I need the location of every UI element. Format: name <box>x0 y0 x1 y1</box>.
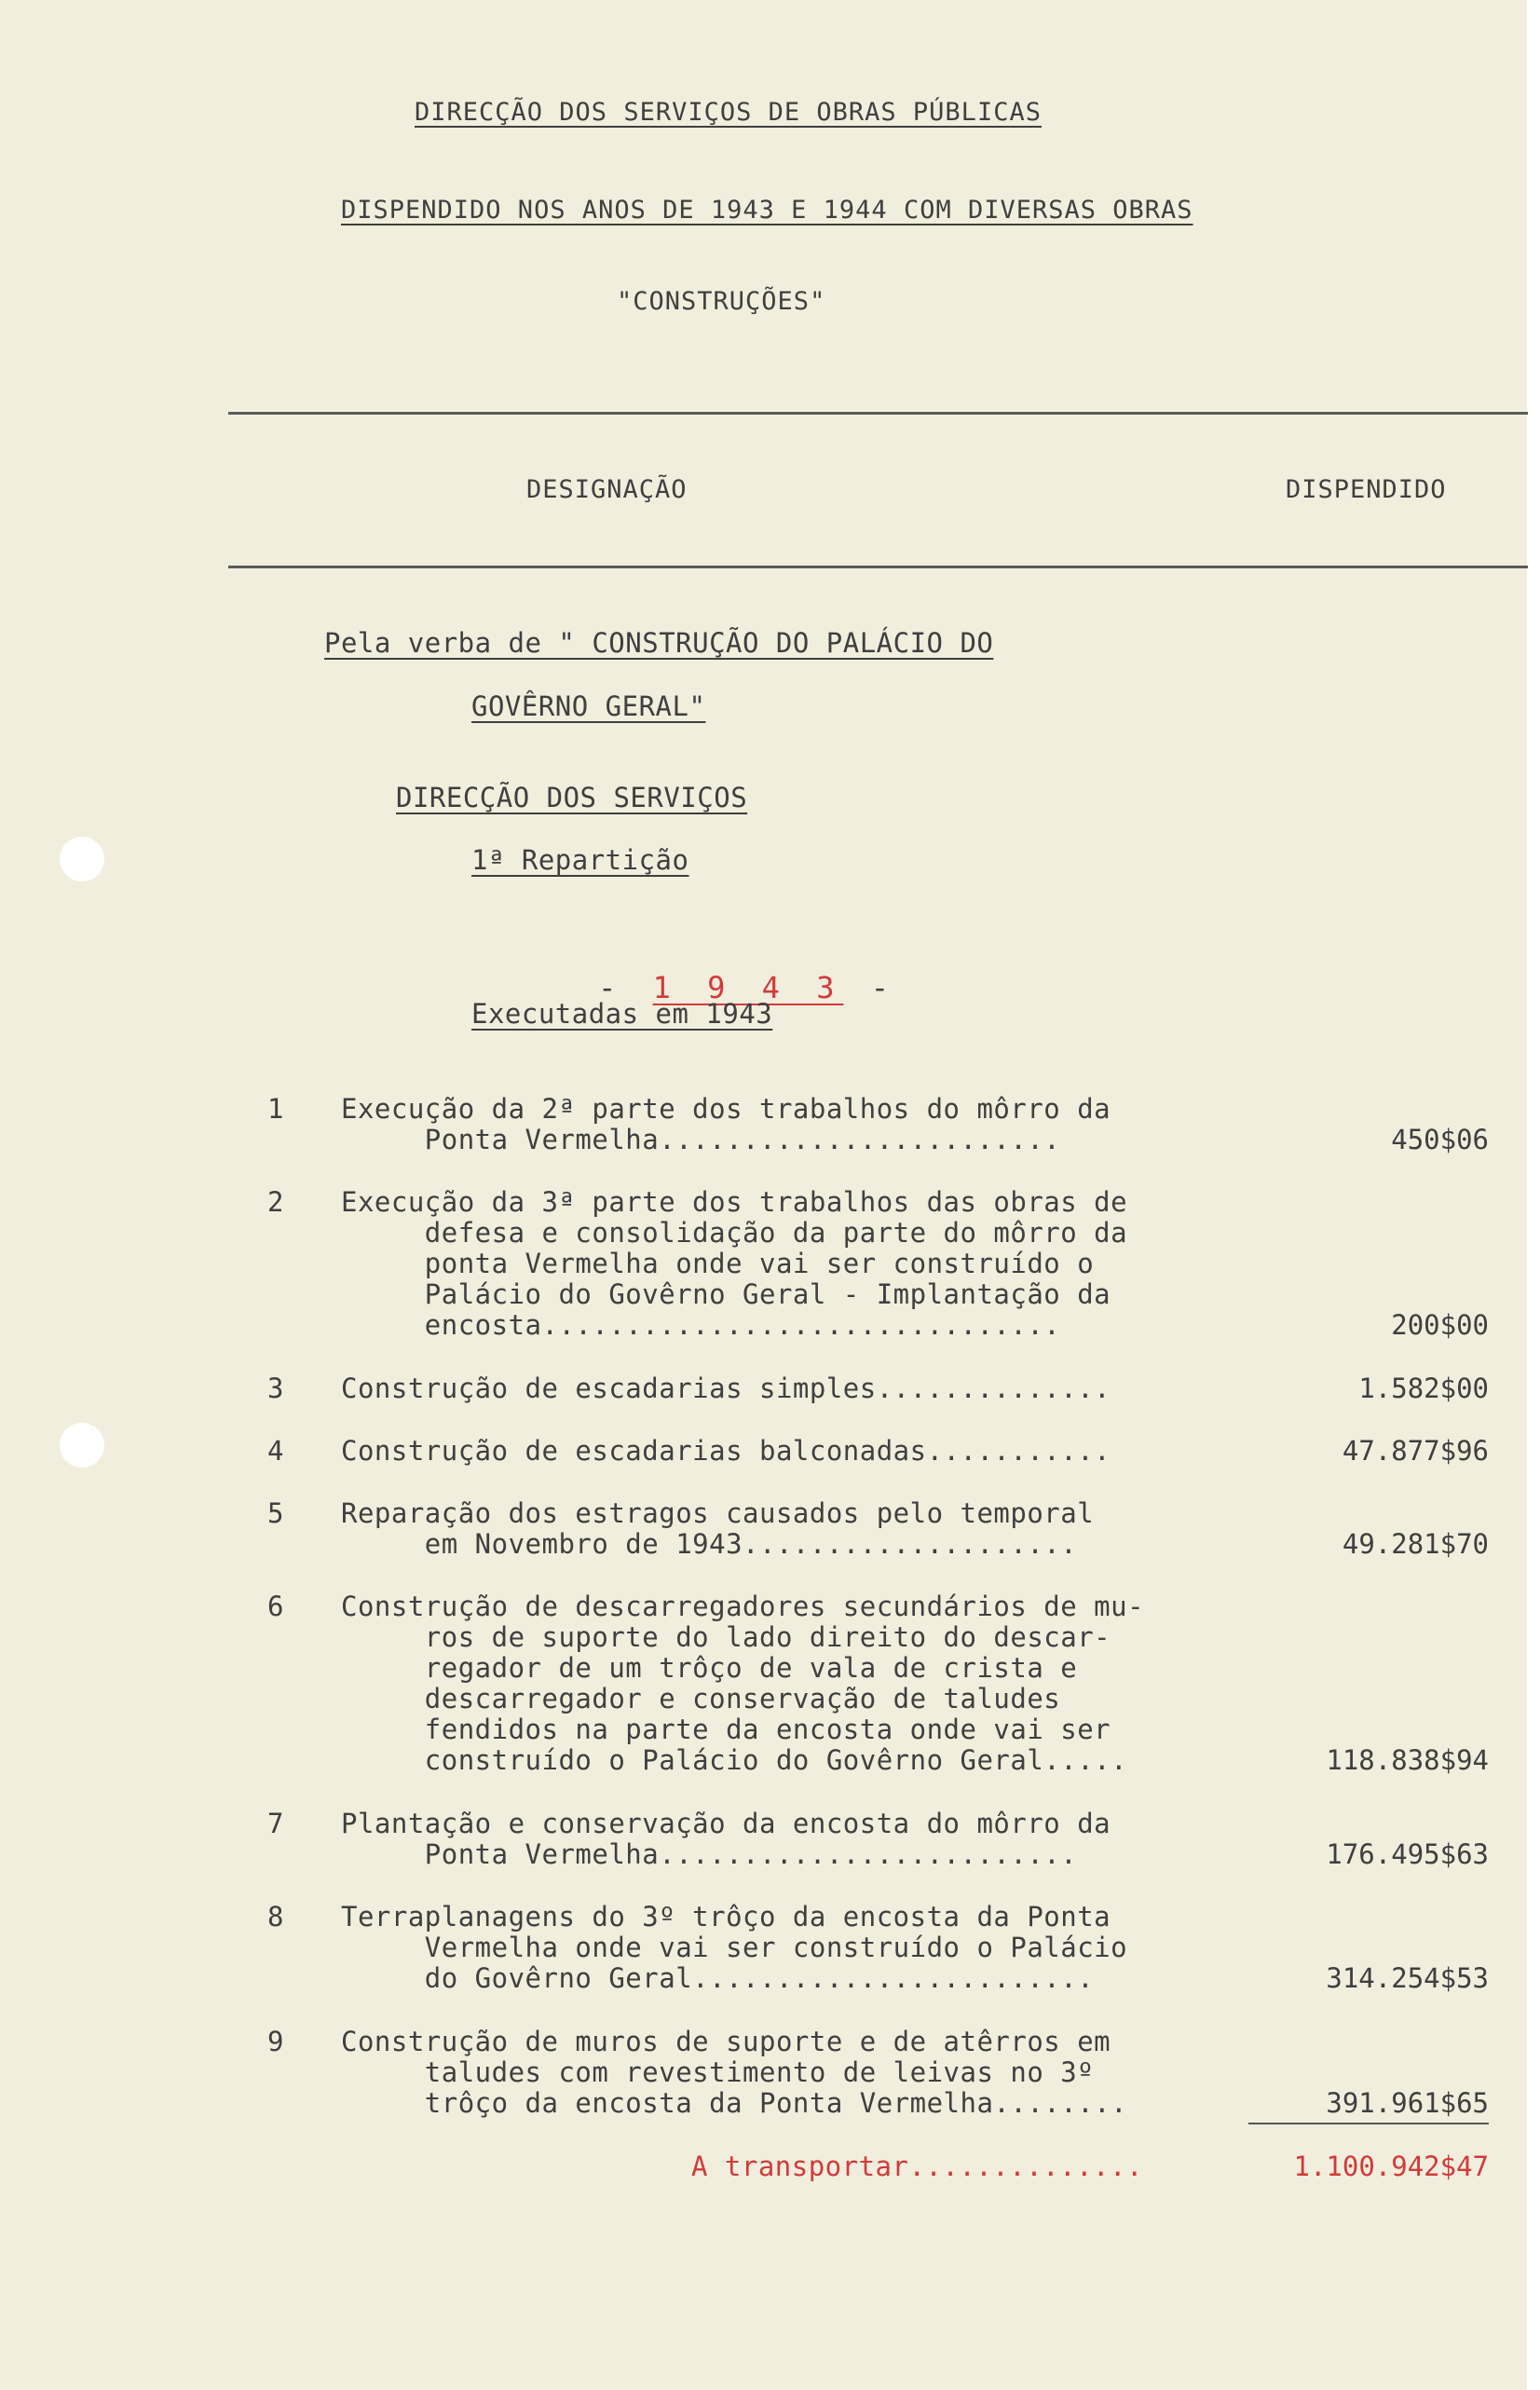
header-rule-top <box>228 412 1528 415</box>
item-number: 4 <box>267 1435 284 1467</box>
item-text-line: Construção de muros de suporte e de atêrros em <box>341 2026 1111 2057</box>
item-text-line: Palácio do Govêrno Geral - Implantação da <box>341 1278 1111 1310</box>
item-text-line: Ponta Vermelha........................ <box>341 1124 1061 1155</box>
category-label: "CONSTRUÇÕES" <box>617 287 826 316</box>
item-text-line: regador de um trôço de vala de crista e <box>341 1652 1078 1684</box>
item-text-line: Construção de escadarias simples.............. <box>341 1373 1111 1404</box>
carry-forward-label: A transportar.............. <box>691 2151 1143 2182</box>
item-text-line: descarregador e conservação de taludes <box>341 1683 1061 1714</box>
item-amount: 314.254$53 <box>1326 1962 1489 1994</box>
item-text-line: em Novembro de 1943.................... <box>341 1528 1078 1560</box>
item-text-line: Terraplanagens do 3º trôço da encosta da Ponta <box>341 1901 1111 1932</box>
item-text-line: ros de suporte do lado direito do descar- <box>341 1621 1111 1653</box>
item-text-line: trôço da encosta da Ponta Vermelha........ <box>341 2087 1128 2119</box>
item-number: 3 <box>267 1373 284 1404</box>
carry-forward-amount: 1.100.942$47 <box>1293 2151 1489 2182</box>
column-header-spent: DISPENDIDO <box>1286 475 1447 504</box>
item-number: 6 <box>267 1591 284 1622</box>
item-amount: 1.582$00 <box>1358 1373 1489 1404</box>
item-text-line: Construção de descarregadores secundários de mu- <box>341 1591 1145 1622</box>
year-value: 1 9 4 3 <box>652 970 844 1005</box>
subtotal-rule <box>1248 2123 1489 2124</box>
item-text-line: fendidos na parte da encosta onde vai ser <box>341 1714 1111 1745</box>
document-title: DIRECÇÃO DOS SERVIÇOS DE OBRAS PÚBLICAS <box>415 98 1042 127</box>
item-text-line: Vermelha onde vai ser construído o Palácio <box>341 1932 1128 1963</box>
item-text-line: ponta Vermelha onde vai ser construído o <box>341 1248 1095 1279</box>
item-number: 8 <box>267 1901 284 1932</box>
item-number: 9 <box>267 2026 284 2057</box>
executed-heading: Executadas em 1943 <box>471 998 773 1030</box>
item-text-line: defesa e consolidação da parte do môrro da <box>341 1217 1128 1249</box>
item-number: 5 <box>267 1497 284 1529</box>
header-rule-bottom <box>228 566 1528 568</box>
item-amount: 391.961$65 <box>1326 2087 1489 2119</box>
item-amount: 49.281$70 <box>1342 1528 1489 1560</box>
item-text-line: encosta............................... <box>341 1309 1061 1341</box>
item-text-line: construído o Palácio do Govêrno Geral..... <box>341 1744 1128 1776</box>
item-number: 1 <box>267 1093 284 1125</box>
item-amount: 450$06 <box>1391 1124 1489 1155</box>
item-amount: 118.838$94 <box>1326 1744 1489 1776</box>
item-number: 2 <box>267 1186 284 1218</box>
column-header-designation: DESIGNAÇÃO <box>526 475 688 504</box>
directorate-heading: DIRECÇÃO DOS SERVIÇOS <box>396 782 748 813</box>
department-heading: 1ª Repartição <box>471 844 689 876</box>
item-text-line: Plantação e conservação da encosta do môrro da <box>341 1808 1111 1839</box>
budget-line-2: GOVÊRNO GERAL" <box>471 690 706 722</box>
page-edge <box>1527 0 1540 2390</box>
punch-hole-bottom <box>60 1423 104 1468</box>
item-text-line: do Govêrno Geral........................ <box>341 1962 1095 1994</box>
item-amount: 47.877$96 <box>1342 1435 1489 1467</box>
item-text-line: taludes com revestimento de leivas no 3º <box>341 2056 1095 2088</box>
item-amount: 176.495$63 <box>1326 1838 1489 1870</box>
budget-line-1: Pela verba de " CONSTRUÇÃO DO PALÁCIO DO <box>324 627 994 659</box>
item-text-line: Reparação dos estragos causados pelo temporal <box>341 1497 1095 1529</box>
item-number: 7 <box>267 1808 284 1839</box>
item-text-line: Ponta Vermelha......................... <box>341 1838 1078 1870</box>
item-text-line: Construção de escadarias balconadas........... <box>341 1435 1111 1467</box>
punch-hole-top <box>60 837 104 881</box>
item-text-line: Execução da 3ª parte dos trabalhos das obras de <box>341 1186 1128 1218</box>
item-text-line: Execução da 2ª parte dos trabalhos do môrro da <box>341 1093 1111 1125</box>
year-heading: - 1 9 4 3 - <box>598 970 898 1005</box>
item-amount: 200$00 <box>1391 1309 1489 1341</box>
document-subtitle: DISPENDIDO NOS ANOS DE 1943 E 1944 COM DIVERSAS OBRAS <box>341 196 1193 225</box>
